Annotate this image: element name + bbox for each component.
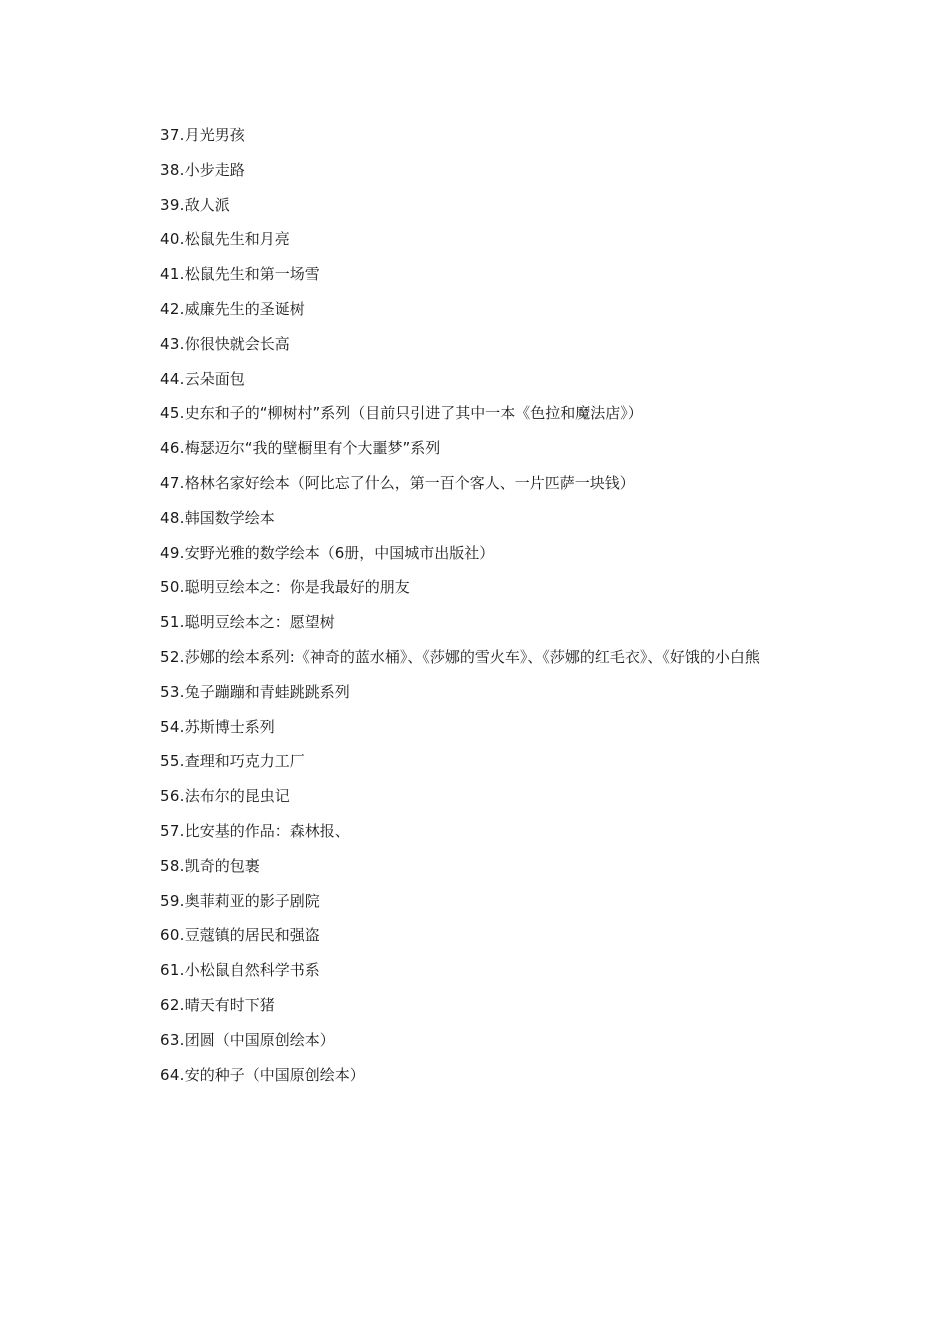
list-item (144, 222, 824, 257)
item-number: 38. (160, 160, 185, 179)
item-text: 豆蔻镇的居民和强盗 (184, 926, 320, 945)
item-number: 52. (160, 647, 185, 666)
item-text: 聪明豆绘本之：愿望树 (184, 613, 335, 632)
list-item (144, 257, 824, 292)
list-item (144, 814, 824, 849)
item-text: 兔子蹦蹦和青蛙跳跳系列 (184, 682, 350, 701)
item-text: 法布尔的昆虫记 (184, 787, 290, 806)
item-text: 查理和巧克力工厂 (184, 752, 305, 771)
item-number: 47. (160, 473, 185, 492)
item-text: 比安基的作品：森林报、 (184, 821, 350, 840)
item-text: 苏斯博士系列 (184, 717, 275, 736)
item-text: 安野光雅的数学绘本（6册，中国城市出版社） (184, 543, 495, 562)
list-item (144, 466, 824, 501)
list-item (144, 605, 824, 640)
list-item (144, 953, 824, 988)
item-number: 53. (160, 682, 185, 701)
list-item (144, 710, 824, 745)
item-number: 49. (160, 543, 185, 562)
item-number: 51. (160, 613, 185, 632)
item-number: 55. (160, 752, 185, 771)
item-number: 39. (160, 195, 185, 214)
list-item (144, 292, 824, 327)
list-item (144, 744, 824, 779)
item-text: 奥菲莉亚的影子剧院 (184, 891, 320, 910)
item-number: 59. (160, 891, 185, 910)
item-number: 44. (160, 369, 185, 388)
list-item (144, 188, 824, 223)
item-number: 40. (160, 230, 185, 249)
list-item (144, 327, 824, 362)
item-number: 46. (160, 439, 185, 458)
list-item (144, 849, 824, 884)
item-text: 聪明豆绘本之：你是我最好的朋友 (184, 578, 410, 597)
list-item (144, 396, 824, 431)
item-number: 63. (160, 1030, 185, 1049)
item-number: 60. (160, 926, 185, 945)
item-number: 37. (160, 126, 185, 144)
item-text: 凯奇的包裹 (184, 856, 260, 875)
item-number: 54. (160, 717, 185, 736)
item-text: 莎娜的绘本系列:《神奇的蓝水桶》、《莎娜的雪火车》、《莎娜的红毛衣》、《好饿的小白熊 (184, 647, 760, 666)
list-item (144, 1023, 824, 1058)
item-text: 云朵面包 (184, 369, 245, 388)
list-item (144, 1058, 824, 1093)
item-text: 梅瑟迈尔“我的壁橱里有个大噩梦”系列 (184, 439, 441, 458)
item-number: 48. (160, 508, 185, 527)
item-number: 41. (160, 265, 185, 284)
item-text: 史东和子的“柳树村”系列（目前只引进了其中一本《色拉和魔法店》） (184, 404, 643, 423)
list-item (144, 536, 824, 571)
list-item (144, 431, 824, 466)
list-item (144, 988, 824, 1023)
item-number: 42. (160, 299, 185, 318)
item-text: 敌人派 (184, 195, 230, 214)
item-number: 62. (160, 995, 185, 1014)
item-text: 小步走路 (184, 160, 245, 179)
item-text: 团圆（中国原创绘本） (184, 1030, 335, 1049)
item-text: 晴天有时下猪 (184, 995, 275, 1014)
item-number: 50. (160, 578, 185, 597)
list-item (144, 153, 824, 188)
item-text: 格林名家好绘本（阿比忘了什么，第一百个客人、一片匹萨一块钱） (184, 473, 635, 492)
list-item (144, 362, 824, 397)
list-item (144, 779, 824, 814)
item-number: 43. (160, 334, 185, 353)
item-text: 小松鼠自然科学书系 (184, 961, 320, 980)
book-list (144, 118, 824, 1092)
item-number: 61. (160, 961, 185, 980)
item-text: 安的种子（中国原创绘本） (184, 1065, 365, 1084)
item-text: 你很快就会长高 (184, 334, 290, 353)
list-item (144, 570, 824, 605)
list-item (144, 640, 824, 675)
item-number: 56. (160, 787, 185, 806)
item-number: 45. (160, 404, 185, 423)
list-item (144, 675, 824, 710)
item-text: 韩国数学绘本 (184, 508, 275, 527)
item-text: 松鼠先生和月亮 (184, 230, 290, 249)
item-number: 64. (160, 1065, 185, 1084)
list-item (144, 884, 824, 919)
item-number: 58. (160, 856, 185, 875)
list-item (144, 918, 824, 953)
list-item (144, 501, 824, 536)
item-text: 月光男孩 (184, 126, 245, 144)
item-text: 松鼠先生和第一场雪 (184, 265, 320, 284)
item-text: 威廉先生的圣诞树 (184, 299, 305, 318)
list-item (144, 118, 824, 153)
item-number: 57. (160, 821, 185, 840)
